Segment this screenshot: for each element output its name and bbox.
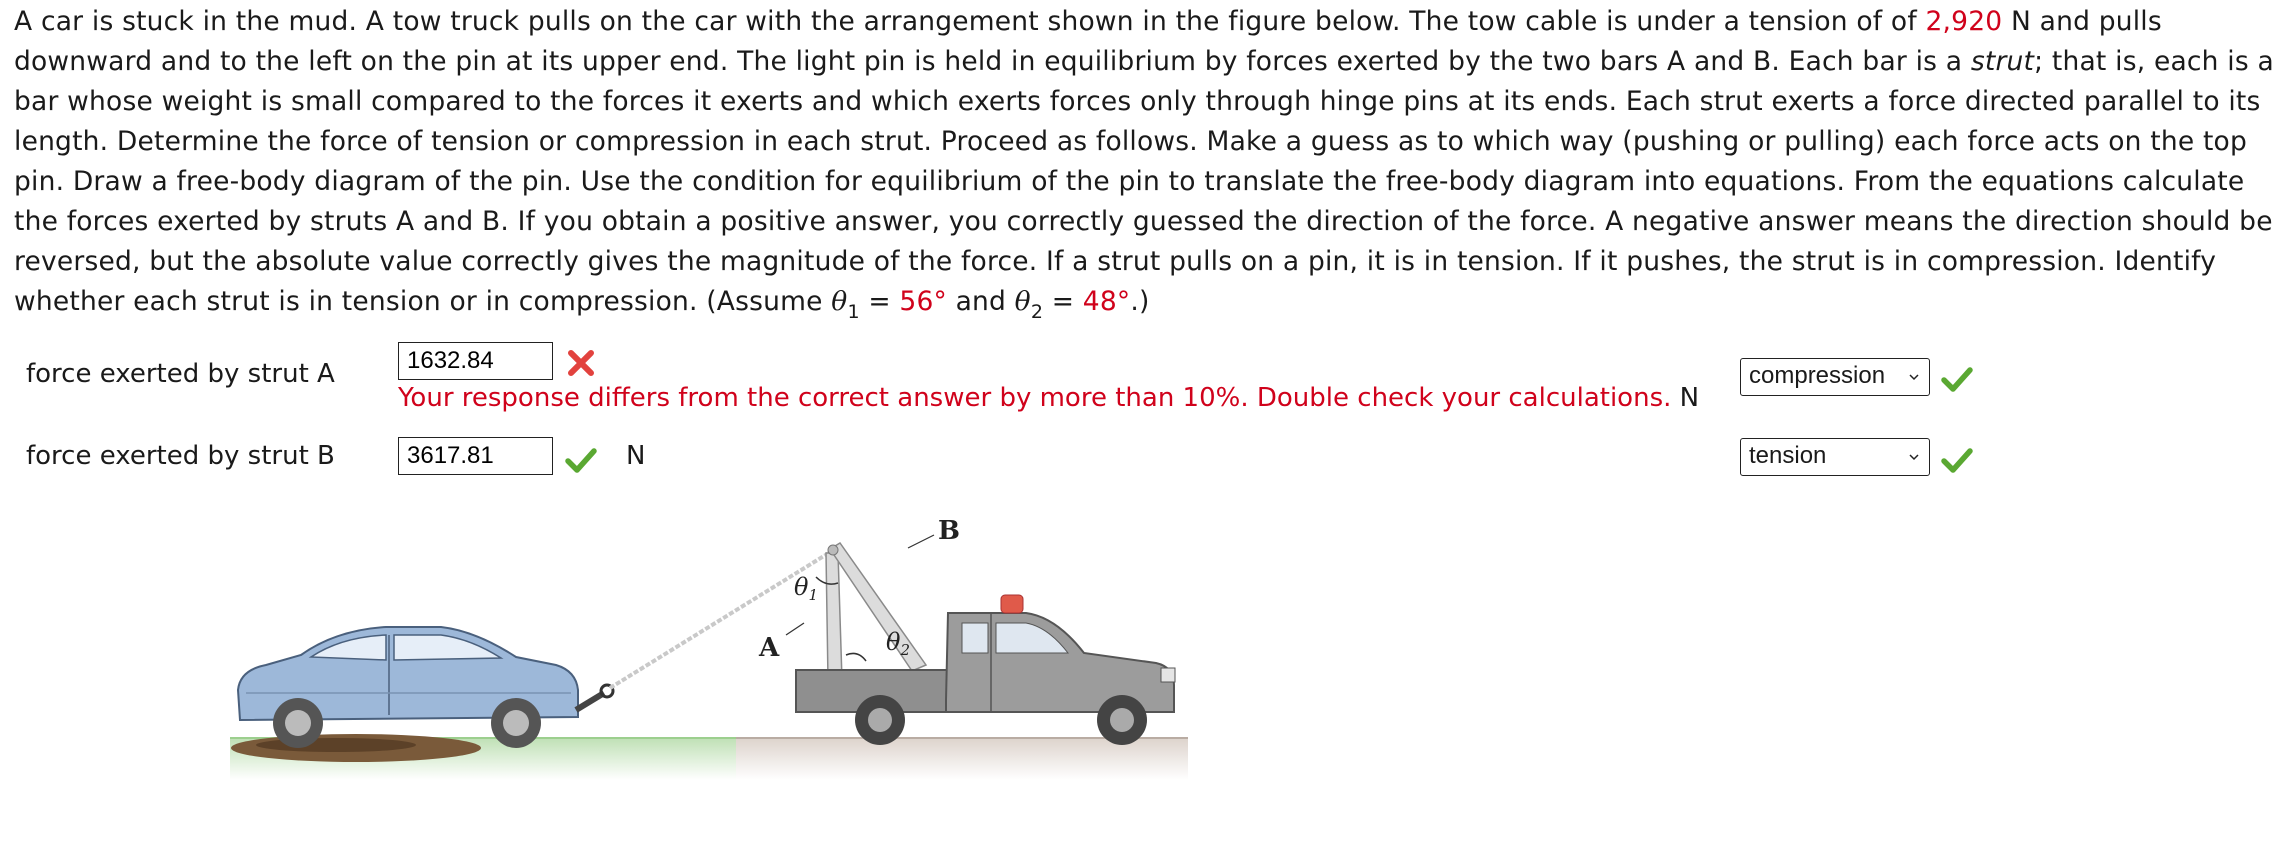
theta1-label: $\theta_1$ xyxy=(794,573,818,604)
theta-subscript-2: 2 xyxy=(1030,301,1044,323)
label-a: A xyxy=(759,633,780,663)
tow-cable xyxy=(610,551,832,688)
problem-text-1: A car is stuck in the mud. A tow truck pulls on the car with the arrangement shown in the figure below. The tow cable is under a tension of of xyxy=(14,6,1926,37)
strut-a xyxy=(826,553,842,680)
strut-b-label: force exerted by strut B xyxy=(26,441,335,471)
check-mark-icon xyxy=(564,443,598,477)
theta-symbol-2: θ xyxy=(1014,286,1031,317)
strut-a-label: force exerted by strut A xyxy=(26,359,335,389)
strut-a-feedback xyxy=(398,383,1699,413)
and-text: and xyxy=(946,286,1015,317)
strut-b-force-input[interactable] xyxy=(398,437,553,475)
tow-truck xyxy=(796,595,1175,745)
equals-1: = xyxy=(859,286,900,317)
feedback-message: Your response differs from the correct answer by more than 10%. Double check your calculations. xyxy=(398,383,1672,413)
strut-a-force-input[interactable] xyxy=(398,342,553,380)
strut-b xyxy=(830,543,926,671)
check-mark-icon xyxy=(1940,443,1974,477)
problem-text-3: ; that is, each is a bar whose weight is small compared to the forces it exerts and which exerts forces only through hinge pins at its ends. Each strut exerts a force directed parallel to its length. Determine the force of tension or compression in each strut. Proceed as follows. Make a guess as to which way (pushing or pulling) each force acts on the top pin. Draw a free-body diagram of the pin. Use the condition for equilibrium of the pin to translate the free-body diagram into equations. From the equations calculate the forces exerted by struts A and B. If you obtain a positive answer, you correctly guessed the direction of the force. A negative answer means the direction should be reversed, but the absolute value correctly gives the magnitude of the force. If a strut pulls on a pin, it is in tension. If it pushes, the strut is in compression. Identify whether each strut is in tension or in compression. (Assume xyxy=(14,46,2274,317)
theta1-value: 56° xyxy=(899,286,947,317)
theta-symbol-1: θ xyxy=(831,286,848,317)
theta2-label: $\theta_2$ xyxy=(886,628,910,659)
theta-subscript-1: 1 xyxy=(847,301,860,323)
tension-value: 2,920 xyxy=(1925,6,2003,37)
top-pin xyxy=(828,545,838,555)
strut-term: strut xyxy=(1970,46,2035,77)
strut-a-unit: N xyxy=(1679,383,1700,413)
car xyxy=(238,627,578,748)
check-mark-icon xyxy=(1940,362,1974,396)
strut-b-selected-option: tension xyxy=(1749,442,1827,469)
x-mark-icon xyxy=(564,346,598,380)
strut-b-unit: N xyxy=(626,441,646,471)
strut-a-selected-option: compression xyxy=(1749,362,1886,389)
problem-statement xyxy=(14,2,2284,332)
equals-2: = xyxy=(1043,286,1083,317)
tow-truck-figure xyxy=(226,505,1196,805)
problem-text-2: N and pulls downward and to the left on the pin at its upper end. The light pin is held in equilibrium by forces exerted by the two bars A and B. Each bar is a xyxy=(14,6,2162,77)
problem-end: .) xyxy=(1130,286,1150,317)
chevron-down-icon xyxy=(1909,452,1919,462)
strut-b-type-select[interactable] xyxy=(1740,438,1930,476)
theta2-value: 48° xyxy=(1082,286,1131,317)
chevron-down-icon xyxy=(1909,372,1919,382)
label-b: B xyxy=(938,516,960,546)
tow-hook xyxy=(576,685,613,710)
strut-a-type-select[interactable] xyxy=(1740,358,1930,396)
